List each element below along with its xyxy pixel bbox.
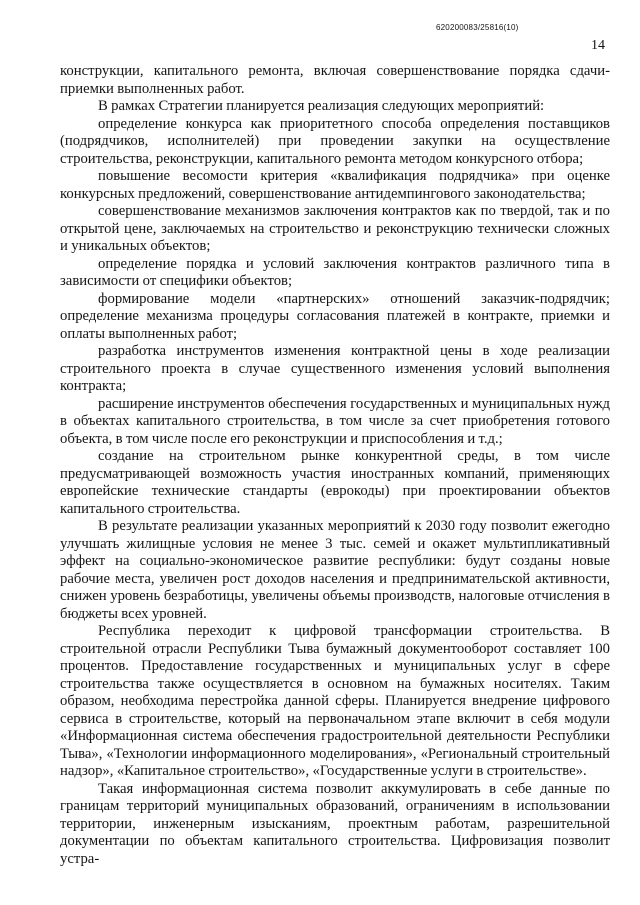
document-id: 620200083/25816(10): [436, 23, 519, 32]
list-item: повышение весомости критерия «квалификация подрядчика» при оценке конкурсных предложений, совершенствование антидемпингового законодательства;: [60, 168, 610, 202]
paragraph-results: В результате реализации указанных мероприятий к 2030 году позволит ежегодно улучшать жилищные условия не менее 3 тыс. семей и окажет мультипликативный эффект на социально-экономическое развитие республики: будут созданы новые рабочие места, увеличен рост доходов населения и предпринимательской активности, снижен уровень безработицы, увеличены объемы производств, налоговые отчисления в бюджеты всех уровней.: [60, 518, 610, 622]
list-item: определение конкурса как приоритетного способа определения поставщиков (подрядчиков, исполнителей) при проведении закупки на осуществление строительства, реконструкции, капитального ремонта методом конкурсного отбора;: [60, 115, 610, 167]
paragraph-digital-transformation: Республика переходит к цифровой трансформации строительства. В строительной отрасли Республики Тыва бумажный документооборот составляет 100 процентов. Предоставление государственных и муниципальных услуг в сфере строительства также осуществляется в основном на бумажных носителях. Таким образом, необходима перестройка данной сферы. Планируется внедрение цифрового сервиса в строительстве, который на первоначальном этапе включит в себя модули «Информационная система обеспечения градостроительной деятельности Республики Тыва», «Технологии информационного моделирования», «Региональный строительный надзор», «Капитальное строительство», «Государственные услуги в строительстве».: [60, 623, 610, 779]
paragraph-intro: В рамках Стратегии планируется реализация следующих мероприятий:: [98, 98, 545, 114]
list-item: расширение инструментов обеспечения государственных и муниципальных нужд в объектах капитального строительства, в том числе за счет приобретения готового объекта, в том числе после его реконструкции и приспособления и т.д.;: [60, 395, 610, 447]
list-item: создание на строительном рынке конкурентной среды, в том числе предусматривающей возможность участия иностранных компаний, применяющих европейские технические стандарты (еврокоды) при проектировании объектов капитального строительства.: [60, 448, 610, 517]
list-item: совершенствование механизмов заключения контрактов как по твердой, так и по открытой цене, заключаемых на строительство и реконструкцию технически сложных и уникальных объектов;: [60, 203, 610, 254]
list-item: определение порядка и условий заключения контрактов различного типа в зависимости от специфики объектов;: [60, 255, 610, 289]
page-number: 14: [591, 38, 605, 53]
list-item: формирование модели «партнерских» отношений заказчик-подрядчик; определение механизма процедуры согласования платежей в контракте, приемки и оплаты выполненных работ;: [60, 290, 610, 342]
paragraph-information-system: Такая информационная система позволит аккумулировать в себе данные по границам территорий муниципальных образований, ограничениям в использовании территории, инженерным изысканиям, проектным работам, разрешительной документации по объектам капитального строительства. Цифровизация позволит устра-: [60, 780, 610, 867]
page-body: [60, 63, 610, 868]
paragraph-continuation: конструкции, капитального ремонта, включая совершенствование порядка сдачи-приемки выполненных работ.: [60, 63, 610, 97]
list-item: разработка инструментов изменения контрактной цены в ходе реализации строительного проекта в случае существенного изменения условий выполнения контракта;: [60, 343, 610, 394]
